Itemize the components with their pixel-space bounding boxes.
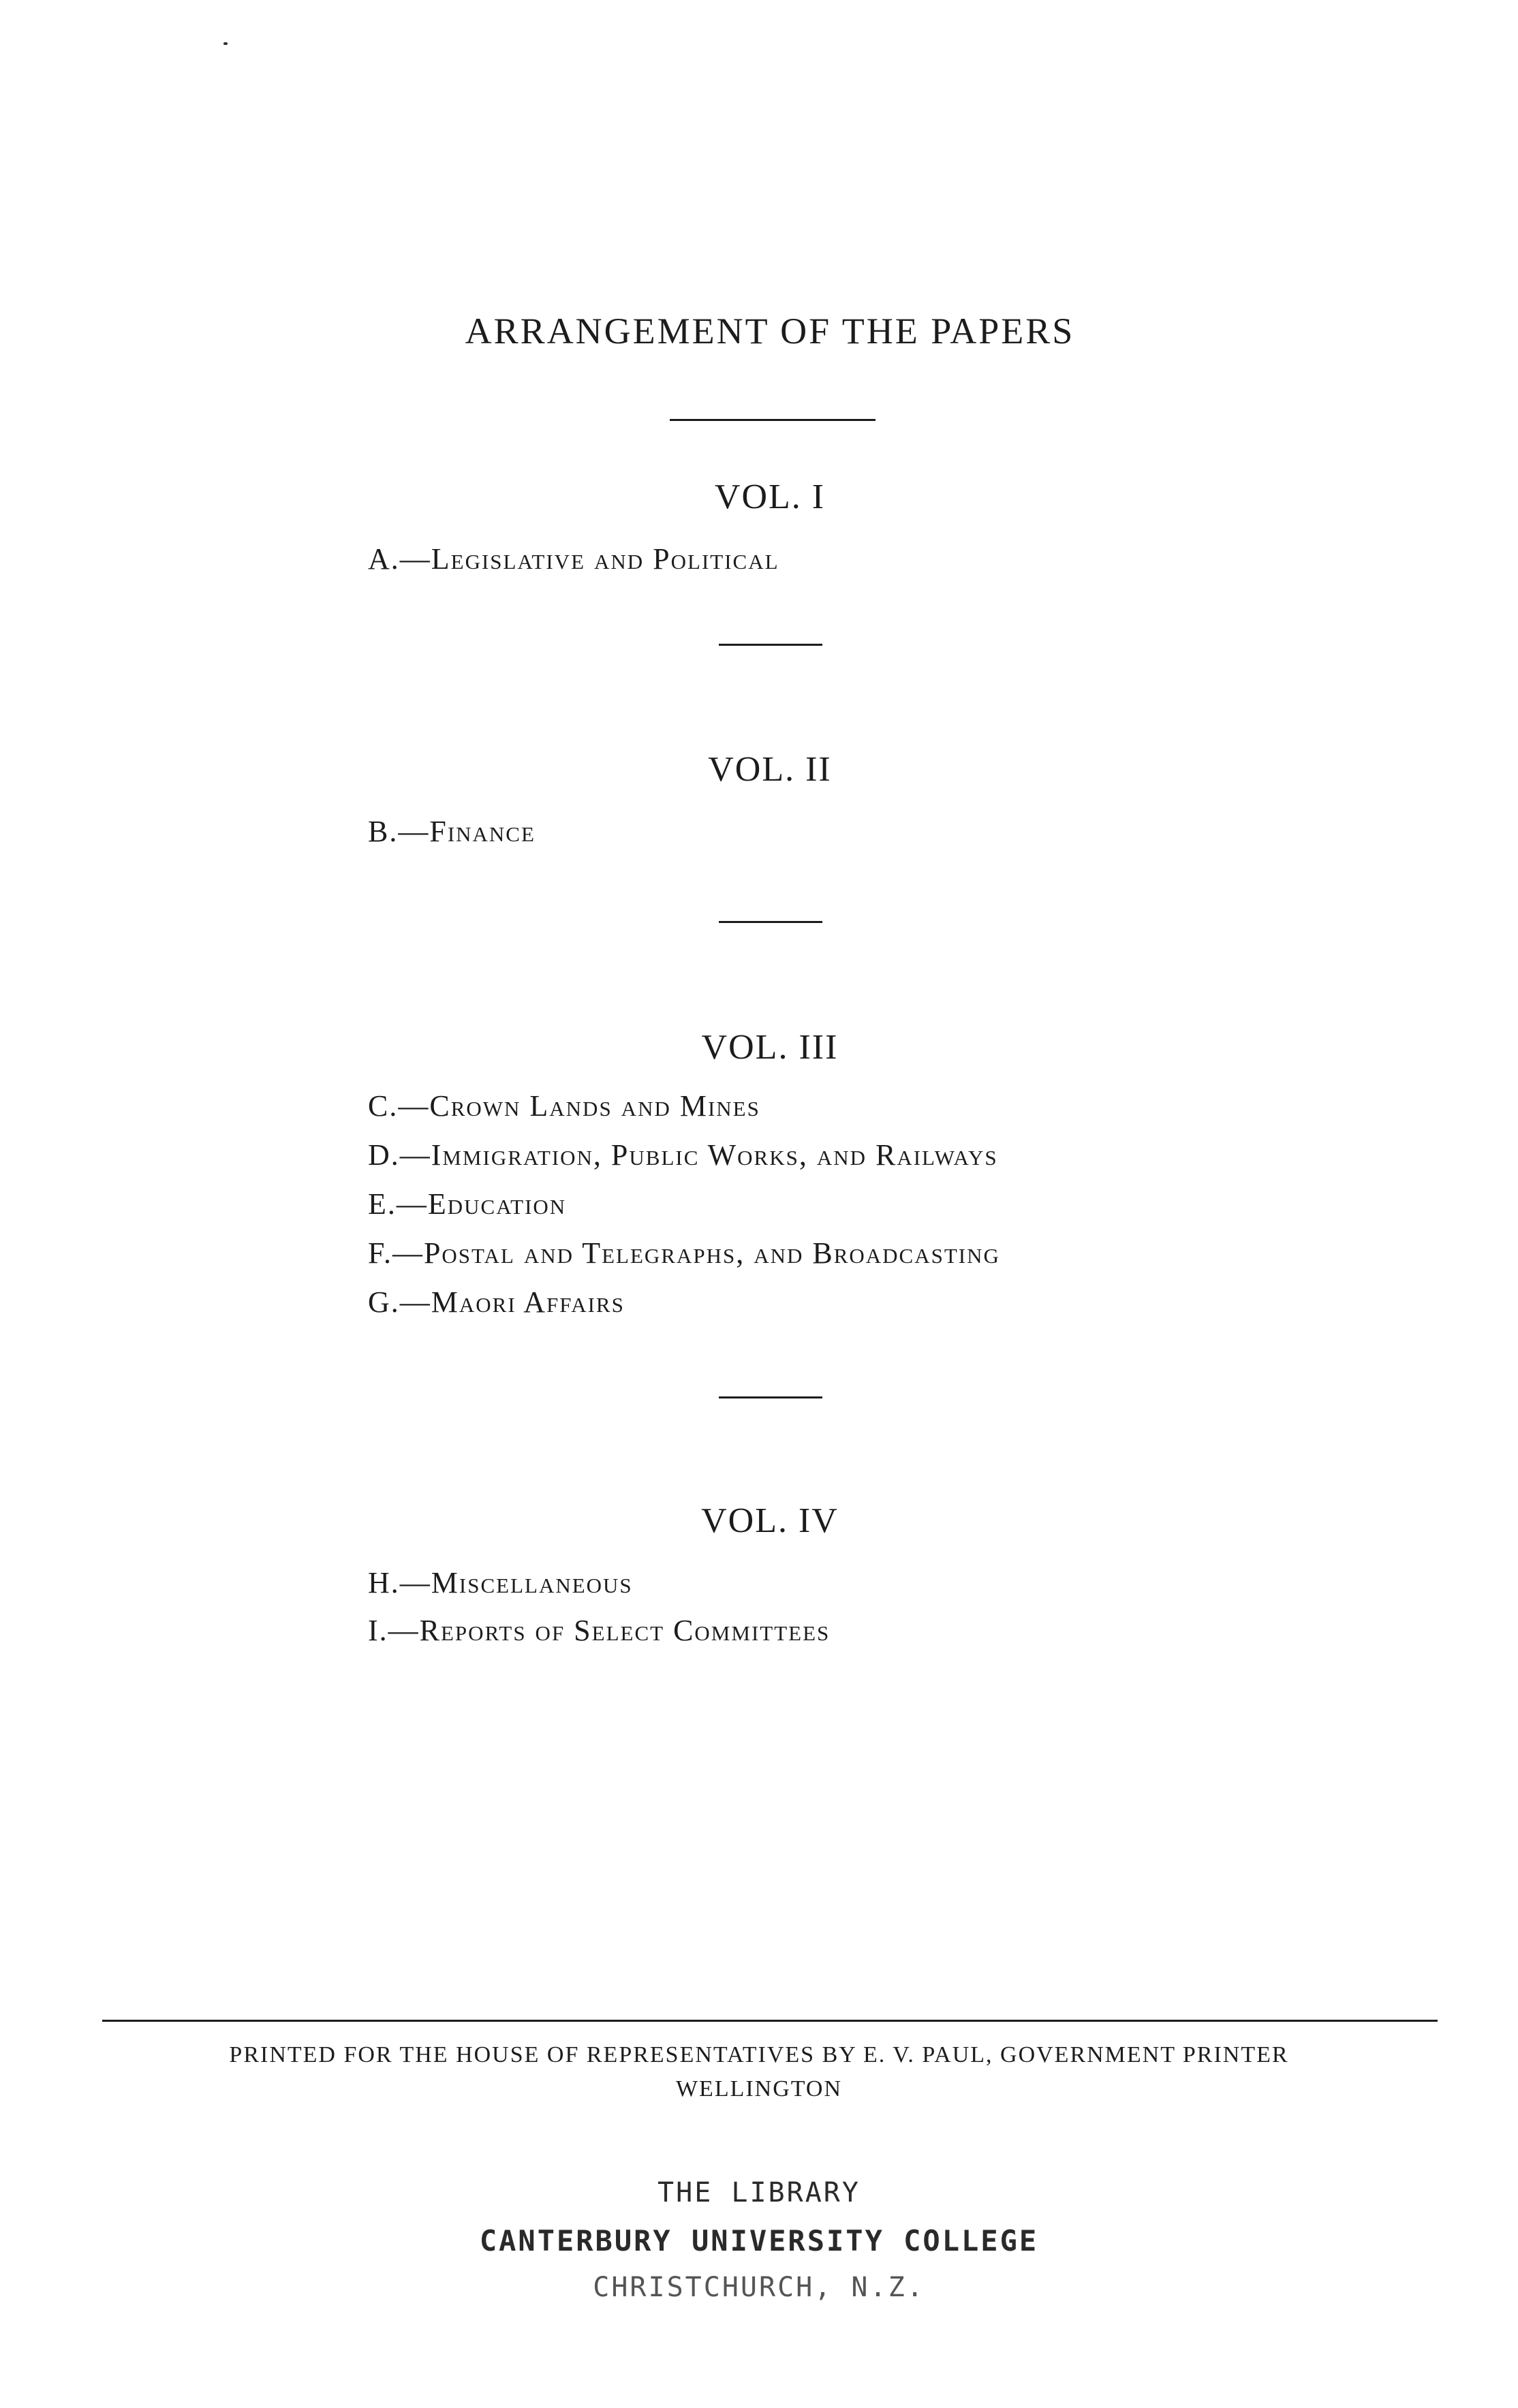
print-speck xyxy=(223,42,228,45)
title-divider xyxy=(670,419,876,421)
volume-entry: C.—Crown Lands and Mines xyxy=(368,1089,760,1123)
volume-entry: B.—Finance xyxy=(368,815,536,848)
volume-entry: I.—Reports of Select Committees xyxy=(368,1614,831,1647)
volume-entry: F.—Postal and Telegraphs, and Broadcasting xyxy=(368,1236,1000,1270)
imprint-divider xyxy=(102,2020,1438,2022)
library-stamp-line: THE LIBRARY xyxy=(657,2177,861,2208)
imprint-city: WELLINGTON xyxy=(675,2076,843,2101)
volume-heading-2: VOL. II xyxy=(708,750,832,789)
library-stamp-institution: CANTERBURY UNIVERSITY COLLEGE xyxy=(479,2224,1039,2257)
volume-heading-1: VOL. I xyxy=(714,478,826,516)
page-title: ARRANGEMENT OF THE PAPERS xyxy=(465,311,1075,351)
section-divider xyxy=(719,1396,822,1398)
section-divider xyxy=(719,921,822,923)
library-stamp-location: CHRISTCHURCH, N.Z. xyxy=(593,2272,925,2303)
volume-entry: A.—Legislative and Political xyxy=(368,542,779,576)
section-divider xyxy=(719,644,822,646)
volume-heading-4: VOL. IV xyxy=(701,1501,839,1540)
volume-entry: D.—Immigration, Public Works, and Railways xyxy=(368,1138,998,1172)
volume-entry: E.—Education xyxy=(368,1187,567,1221)
imprint-line: PRINTED FOR THE HOUSE OF REPRESENTATIVES BY E. V. PAUL, GOVERNMENT PRINTER xyxy=(229,2042,1289,2067)
volume-entry: H.—Miscellaneous xyxy=(368,1566,633,1599)
volume-heading-3: VOL. III xyxy=(701,1028,839,1067)
volume-entry: G.—Maori Affairs xyxy=(368,1285,625,1319)
